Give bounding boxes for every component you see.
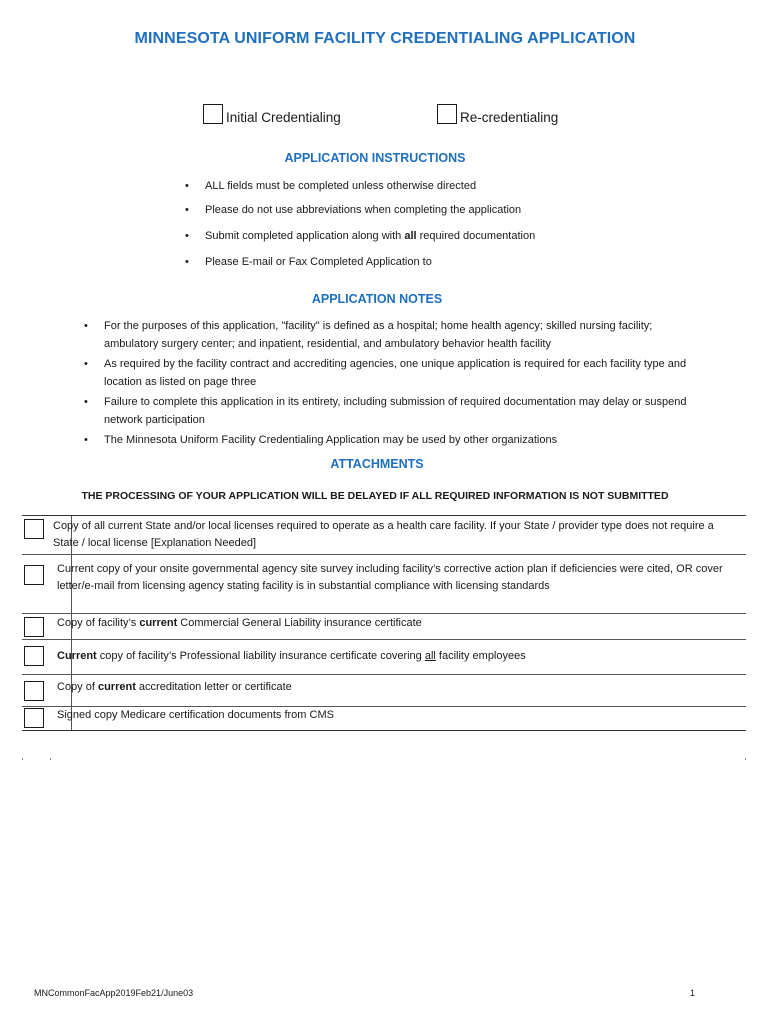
attachment-text: Copy of all current State and/or local licenses required to operate as a health care facility. If your State / provider type does not require a State / local license [Explanation Needed]: [53, 520, 714, 549]
re-credentialing-label: Re-credentialing: [460, 110, 559, 125]
table-row: [22, 614, 746, 640]
attachment-accreditation-checkbox[interactable]: [24, 681, 44, 701]
table-row: [22, 516, 746, 555]
initial-credentialing-label: Initial Credentialing: [226, 110, 341, 125]
list-item: • Please E-mail or Fax Completed Application to: [185, 256, 432, 268]
margin-mark: [50, 758, 51, 760]
margin-mark: [745, 758, 746, 760]
page-title: MINNESOTA UNIFORM FACILITY CREDENTIALING APPLICATION: [134, 30, 636, 47]
instructions-heading: APPLICATION INSTRUCTIONS: [284, 151, 466, 165]
attachments-warning: THE PROCESSING OF YOUR APPLICATION WILL BE DELAYED IF ALL REQUIRED INFORMATION IS NOT SUBMITTED: [81, 490, 669, 502]
list-item: • Failure to complete this application in its entirety, including submission of required documentation may delay or suspend network participation: [84, 396, 687, 426]
notes-heading: APPLICATION NOTES: [311, 292, 443, 306]
initial-credentialing-checkbox[interactable]: [203, 104, 223, 124]
attachments-table: [22, 515, 746, 731]
attachment-text: Copy of facility’s current Commercial General Liability insurance certificate: [57, 617, 422, 629]
instructions-list: [185, 177, 725, 277]
list-item: • For the purposes of this application, "facility" is defined as a hospital; home health agency; skilled nursing facility; ambulatory surgery center; and inpatient, residential, and ambulatory behavior health facility: [84, 320, 653, 350]
table-row: [22, 675, 746, 707]
list-item: • The Minnesota Uniform Facility Credentialing Application may be used by other organizations: [84, 434, 558, 446]
attachment-cgl-insurance-checkbox[interactable]: [24, 617, 44, 637]
list-item: • As required by the facility contract and accrediting agencies, one unique application is required for each facility type and location as listed on page three: [84, 358, 687, 388]
re-credentialing-checkbox[interactable]: [437, 104, 457, 124]
table-row: [22, 555, 746, 614]
attachments-heading: ATTACHMENTS: [330, 457, 424, 471]
attachment-medicare-checkbox[interactable]: [24, 708, 44, 728]
attachment-text: Copy of current accreditation letter or certificate: [57, 681, 292, 693]
margin-mark: [22, 758, 23, 760]
notes-list: [84, 317, 704, 451]
attachment-professional-liability-checkbox[interactable]: [24, 646, 44, 666]
footer-doc-id: MNCommonFacApp2019Feb21/June03: [34, 988, 194, 998]
page-number: 1: [690, 988, 696, 998]
attachment-text: Current copy of facility’s Professional liability insurance certificate covering all facility employees: [57, 650, 526, 662]
attachment-licenses-checkbox[interactable]: [24, 519, 44, 539]
table-row: [22, 707, 746, 730]
list-item: • Please do not use abbreviations when completing the application: [185, 204, 522, 216]
list-item: • Submit completed application along with all required documentation: [185, 230, 536, 242]
list-item: • ALL fields must be completed unless otherwise directed: [185, 180, 477, 192]
attachment-site-survey-checkbox[interactable]: [24, 565, 44, 585]
attachment-text: Signed copy Medicare certification documents from CMS: [57, 709, 334, 721]
attachment-text: Current copy of your onsite governmental agency site survey including facility’s corrective action plan if deficiencies were cited, OR cover letter/e-mail from licensing agency stating facility is in substantial compliance with licensing standards: [57, 563, 723, 592]
table-row: [22, 640, 746, 675]
